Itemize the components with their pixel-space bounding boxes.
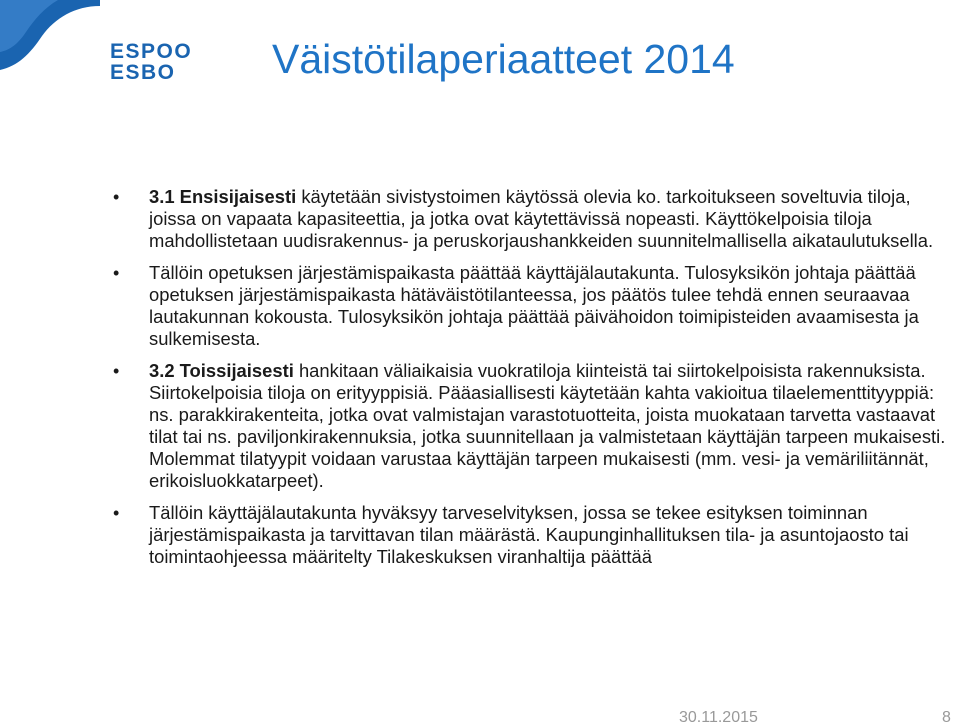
logo-wave-icon — [0, 0, 100, 100]
bullet-text: Tällöin käyttäjälautakunta hyväksyy tarveselvityksen, jossa se tekee esityksen toiminnan järjestämispaikasta ja tarvittavan tilan määrästä. Kaupunginhallituksen tila- ja asuntojaosto tai toimintaohjeessa määritelty Tilakeskuksen viranhaltija päättää — [149, 502, 909, 567]
bullet-item — [110, 262, 950, 350]
footer-date: 30.11.2015 — [679, 709, 758, 726]
footer-page-number: 8 — [942, 709, 951, 726]
bullet-dot-icon: • — [113, 263, 120, 283]
bullet-text: Tällöin opetuksen järjestämispaikasta päättää käyttäjälautakunta. Tulosyksikön johtaja päättää opetuksen järjestämispaikasta hätäväistötilanteessa, jos päätös tulee tehdä ennen seuraavaa lautakunnan kokousta. Tulosyksikön johtaja päättää päivähoidon toimipisteiden avaamisesta ja sulkemisesta. — [149, 262, 919, 349]
bullet-dot-icon: • — [113, 187, 120, 207]
bullet-item — [110, 186, 950, 252]
espoo-logo-text — [110, 41, 192, 83]
bullet-bold-lead: 3.2 Toissijaisesti — [149, 360, 294, 381]
bullet-dot-icon: • — [113, 503, 120, 523]
bullet-text: käytetään sivistystoimen käytössä olevia ko. tarkoitukseen soveltuvia tiloja, joissa on vapaata kapasiteettia, ja jotka ovat käytettävissä nopeasti. Käyttökelpoisia tiloja mahdollistetaan uudisrakennus- ja peruskorjaushankkeiden suunnitelmallisella aikataulutuksella. — [149, 186, 934, 251]
espoo-logo-mark — [0, 0, 100, 100]
bullet-dot-icon: • — [113, 361, 120, 381]
bullet-list — [110, 186, 950, 578]
bullet-item — [110, 502, 950, 568]
bullet-text: hankitaan väliaikaisia vuokratiloja kiinteistä tai siirtokelpoisista rakennuksista. Siirtokelpoisia tiloja on erityyppisiä. Pääasiallisesti käytetään kahta vakioitua tilaelementtityyppiä: ns. parakkirakenteita, jotka ovat valmistajan varastotuotteita, joista muokataan tarvetta vastaavat tilat tai ns. paviljonkirakennuksia, jotka suunnitellaan ja valmistetaan käyttäjän tarpeen mukaisesti. Molemmat tilatyypit voidaan varustaa käyttäjän tarpeen mukaisesti (mm. vesi- ja vemäriliitännät, erikoisluokkatarpeet). — [149, 360, 946, 491]
bullet-item — [110, 360, 950, 492]
slide-title: Väistötilaperiaatteet 2014 — [272, 36, 735, 82]
bullet-bold-lead: 3.1 Ensisijaisesti — [149, 186, 297, 207]
logo-line-1: ESPOO — [110, 40, 193, 63]
logo-line-2: ESBO — [110, 61, 176, 84]
